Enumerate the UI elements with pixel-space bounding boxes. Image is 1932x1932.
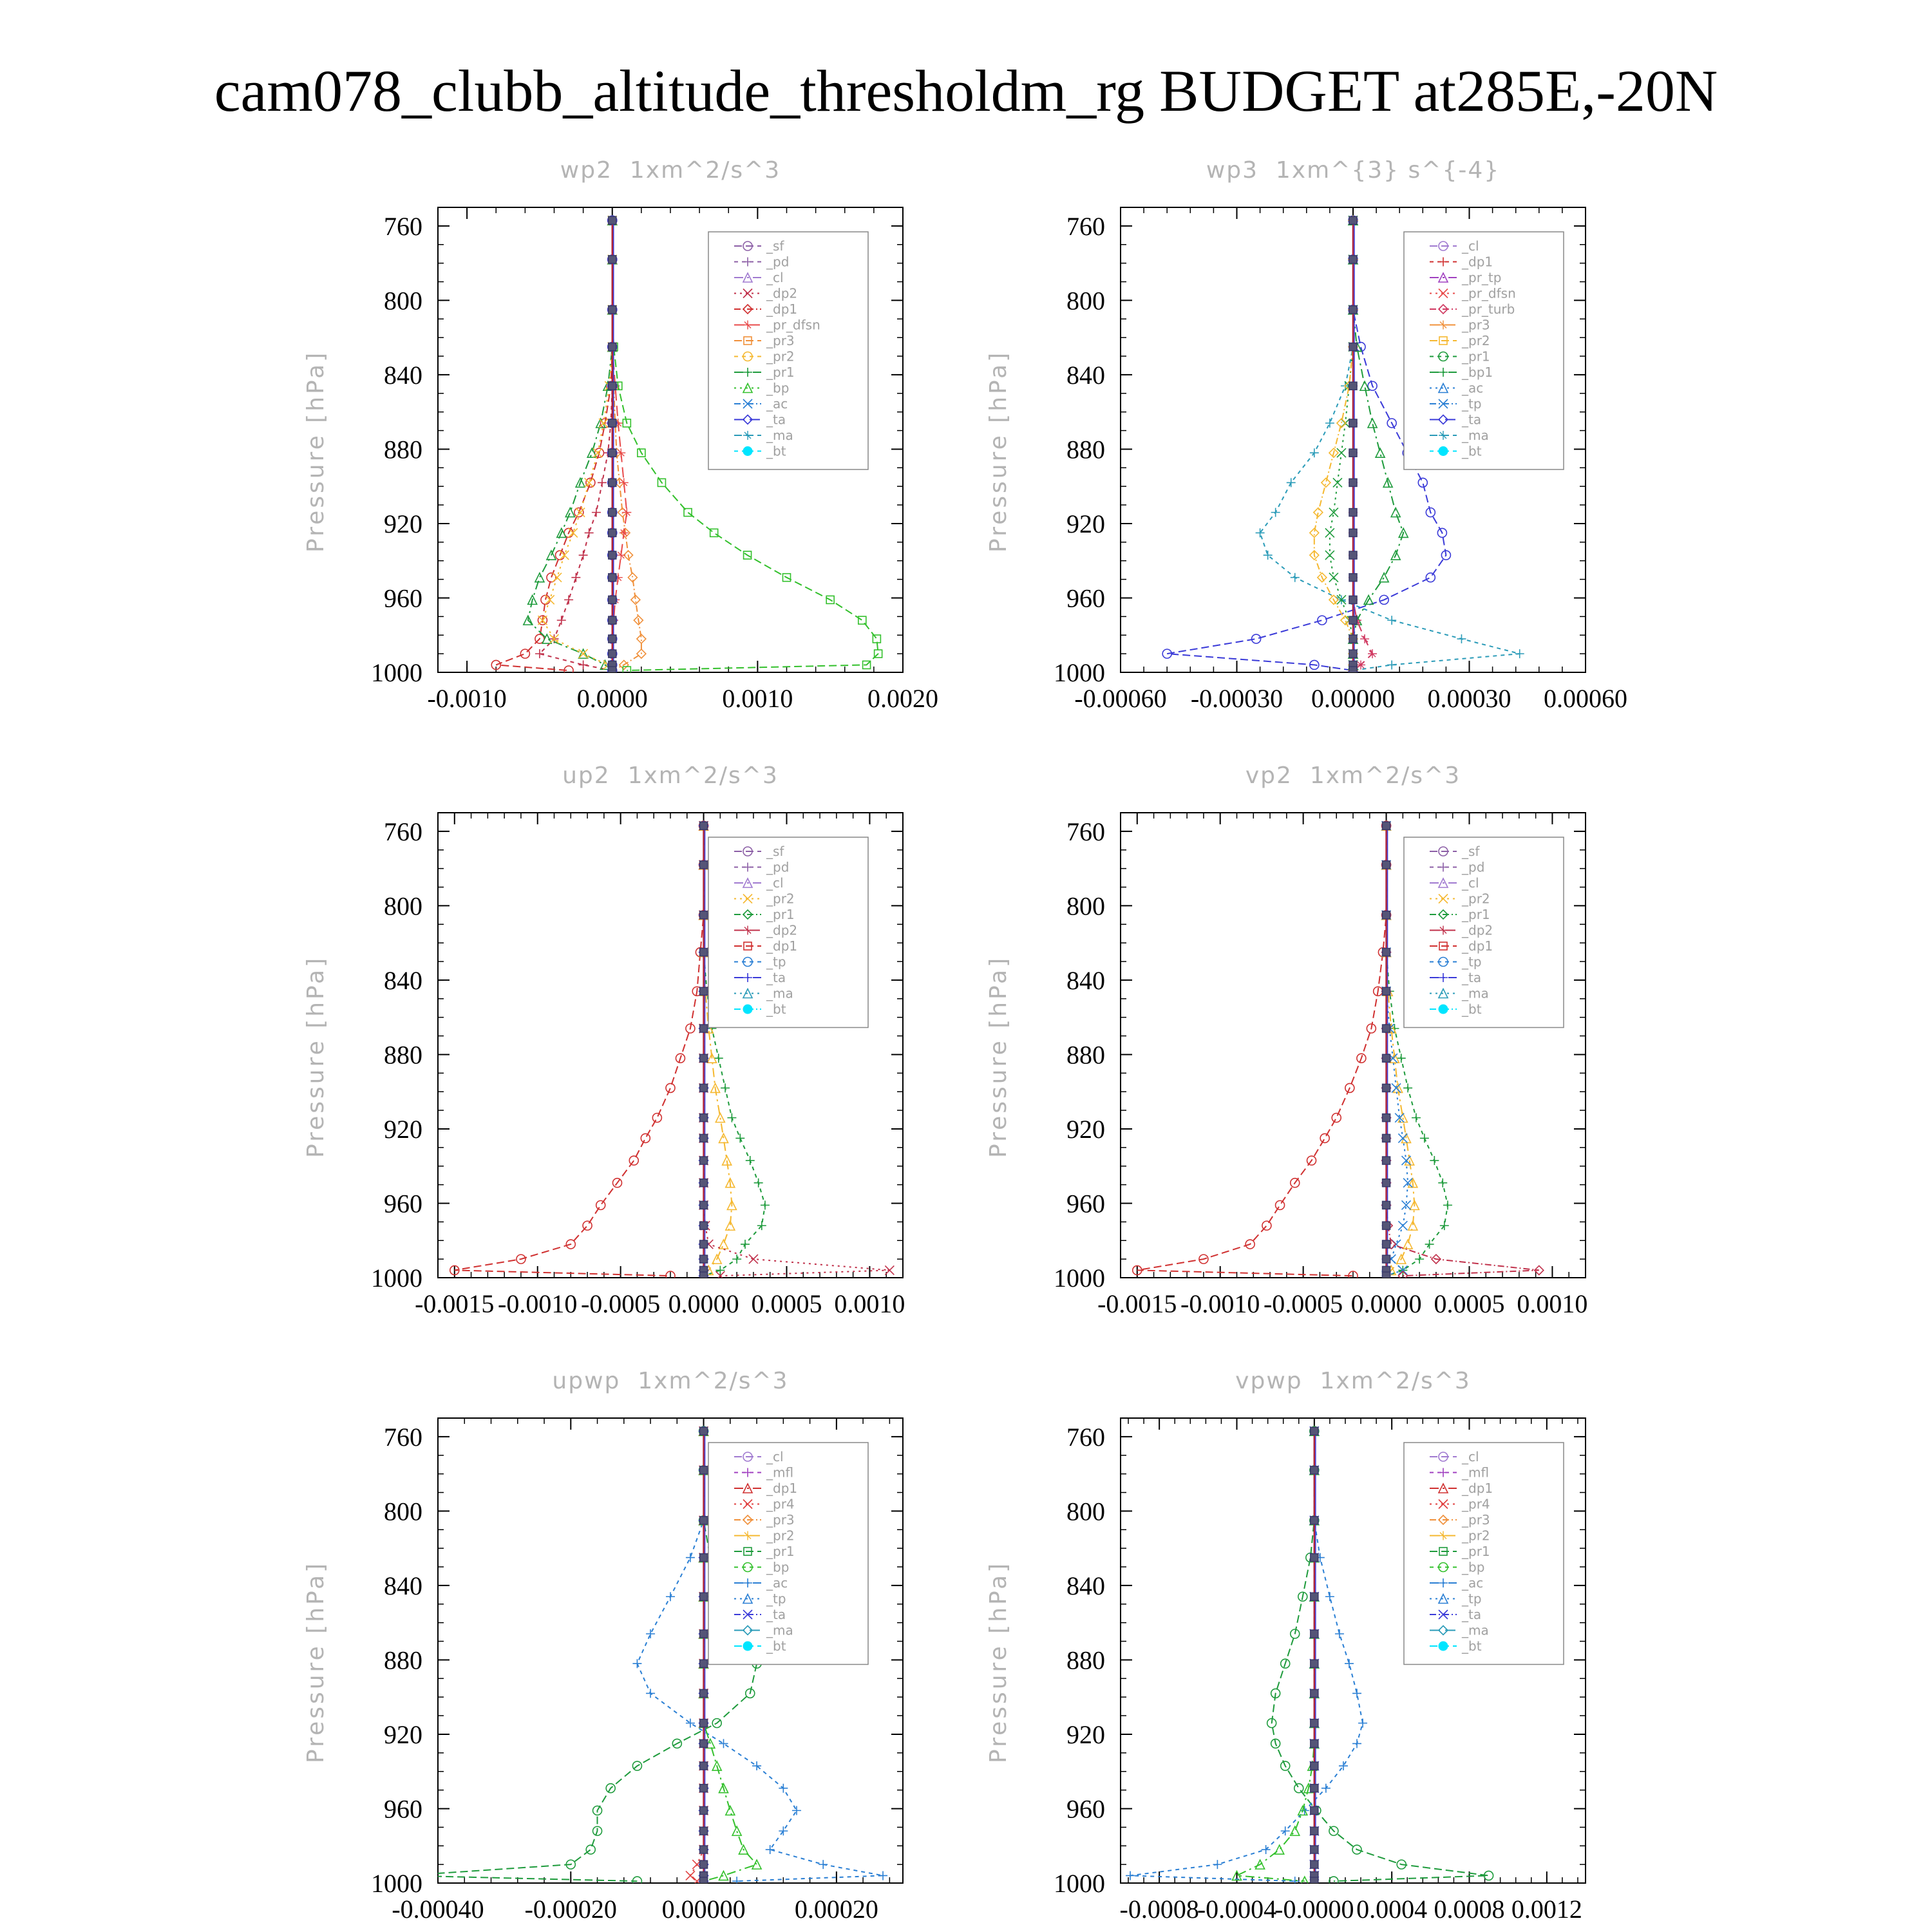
- data-point-bt: [1311, 1719, 1318, 1727]
- legend-label: _sf: [766, 238, 784, 254]
- x-tick-label: 0.00000: [661, 1895, 746, 1924]
- legend-label: _pr1: [1462, 1544, 1490, 1559]
- legend: [1404, 1443, 1564, 1665]
- legend-marker: [1439, 1642, 1448, 1651]
- legend-label: _pr2: [1462, 333, 1490, 348]
- y-tick-label: 960: [1066, 583, 1105, 613]
- legend-label: _bp: [766, 380, 790, 396]
- y-tick-label: 800: [1066, 286, 1105, 316]
- legend-label: _sf: [766, 844, 784, 859]
- y-tick-label: 880: [1066, 1645, 1105, 1675]
- panel-title: vpwp 1xm^2/s^3: [1235, 1368, 1471, 1394]
- data-point-bt: [1311, 1739, 1318, 1747]
- legend-label: _ta: [766, 412, 786, 428]
- x-tick-label: 0.0004: [1356, 1895, 1428, 1924]
- legend-label: _pr3: [766, 1512, 795, 1528]
- x-tick-label: -0.0000: [1274, 1895, 1354, 1924]
- legend-label: _ma: [1462, 428, 1489, 443]
- legend-label: _dp2: [766, 285, 798, 301]
- legend-label: _dp1: [766, 1481, 798, 1496]
- legend-label: _bt: [1462, 443, 1482, 459]
- data-point-bt: [1311, 1762, 1318, 1770]
- data-point-bt: [1311, 1689, 1318, 1697]
- y-tick-label: 760: [1066, 817, 1105, 846]
- legend-label: _pr_dfsn: [1462, 285, 1516, 301]
- x-tick-label: -0.00020: [524, 1895, 617, 1924]
- legend-label: _pd: [1462, 859, 1485, 875]
- legend-label: _bt: [766, 1638, 786, 1654]
- legend-label: _ma: [766, 428, 793, 443]
- y-tick-label: 880: [384, 435, 422, 464]
- y-tick-label: 960: [384, 1189, 422, 1218]
- data-point-bt: [1311, 1877, 1318, 1885]
- legend-label: _tp: [1462, 1591, 1482, 1607]
- x-tick-label: 0.0005: [751, 1289, 822, 1318]
- x-tick-label: 0.00030: [1427, 684, 1511, 713]
- panel-title: upwp 1xm^2/s^3: [552, 1368, 789, 1394]
- y-tick-label: 960: [1066, 1794, 1105, 1824]
- legend-label: _pr_turb: [1462, 301, 1515, 317]
- legend-label: _bp: [1462, 1559, 1485, 1575]
- data-point-bt: [1311, 1427, 1318, 1435]
- legend-label: _dp1: [766, 938, 798, 954]
- x-tick-label: 0.0012: [1511, 1895, 1582, 1924]
- legend-label: _pr1: [1462, 348, 1490, 365]
- y-tick-label: 1000: [371, 658, 422, 687]
- x-tick-label: 0.00000: [1311, 684, 1395, 713]
- legend-label: _ta: [1462, 412, 1482, 428]
- legend-label: _ac: [766, 396, 788, 412]
- data-point-bt: [1311, 1630, 1318, 1638]
- legend-label: _mfl: [766, 1464, 794, 1481]
- x-tick-label: 0.0000: [576, 684, 648, 713]
- data-point-tp: [1345, 1659, 1354, 1668]
- legend-label: _bt: [766, 443, 786, 459]
- x-tick-label: 0.00020: [794, 1895, 878, 1924]
- panel-title: vp2 1xm^2/s^3: [1245, 762, 1461, 789]
- legend-label: _pr1: [766, 1544, 795, 1559]
- y-tick-label: 920: [384, 1114, 422, 1144]
- y-axis-label: Pressure [hPa]: [985, 1560, 1012, 1763]
- y-tick-label: 760: [1066, 211, 1105, 241]
- legend-label: _bp1: [1462, 365, 1493, 380]
- y-tick-label: 800: [1066, 1497, 1105, 1526]
- legend-label: _pr1: [1462, 907, 1490, 922]
- y-tick-label: 880: [1066, 435, 1105, 464]
- legend-label: _tp: [766, 1591, 786, 1607]
- x-tick-label: -0.0010: [1180, 1289, 1260, 1318]
- legend-label: _bt: [1462, 1001, 1482, 1017]
- legend-label: _cl: [1462, 238, 1479, 254]
- legend-label: _ta: [766, 970, 786, 985]
- legend-label: _bt: [766, 1001, 786, 1017]
- y-tick-label: 920: [1066, 1114, 1105, 1144]
- data-point-tp: [1352, 1739, 1361, 1748]
- legend-label: _tp: [766, 954, 786, 970]
- x-tick-label: -0.00060: [1074, 684, 1167, 713]
- y-tick-label: 920: [1066, 1719, 1105, 1749]
- legend-label: _cl: [766, 875, 784, 891]
- legend-label: _dp1: [1462, 1481, 1493, 1496]
- y-tick-label: 840: [1066, 965, 1105, 995]
- legend-label: _ma: [1462, 985, 1489, 1001]
- legend-label: _mfl: [1462, 1464, 1490, 1481]
- x-tick-label: -0.0010: [427, 684, 507, 713]
- legend-label: _pr3: [1462, 1512, 1490, 1528]
- y-tick-label: 760: [384, 817, 422, 846]
- data-point-tp: [1126, 1871, 1135, 1880]
- data-point-tp: [1262, 1845, 1271, 1854]
- x-tick-label: -0.0015: [1097, 1289, 1177, 1318]
- data-point-tp: [1358, 1719, 1367, 1728]
- y-tick-label: 800: [384, 891, 422, 921]
- y-tick-label: 800: [384, 286, 422, 316]
- data-point-bt: [1311, 1466, 1318, 1474]
- x-tick-label: 0.0008: [1434, 1895, 1505, 1924]
- y-tick-label: 760: [384, 211, 422, 241]
- data-point-bt: [1311, 1554, 1318, 1562]
- y-axis-label: Pressure [hPa]: [303, 955, 329, 1158]
- y-tick-label: 960: [384, 1794, 422, 1824]
- legend-label: _pd: [766, 859, 790, 875]
- y-tick-label: 760: [1066, 1422, 1105, 1452]
- data-point-bt: [1311, 1806, 1318, 1814]
- x-tick-label: -0.0010: [498, 1289, 578, 1318]
- x-tick-label: -0.0005: [1263, 1289, 1343, 1318]
- data-point-bt: [1311, 1517, 1318, 1524]
- page-title: cam078_clubb_altitude_thresholdm_rg BUDGET at285E,-20N: [214, 58, 1718, 124]
- y-tick-label: 920: [384, 509, 422, 538]
- x-tick-label: -0.0008: [1119, 1895, 1199, 1924]
- y-tick-label: 1000: [1054, 1869, 1105, 1898]
- legend-label: _pr_dfsn: [766, 317, 820, 333]
- y-tick-label: 1000: [371, 1869, 422, 1898]
- legend-label: _ac: [1462, 1575, 1484, 1591]
- legend-label: _pr1: [766, 907, 795, 922]
- y-tick-label: 960: [384, 583, 422, 613]
- legend-label: _ta: [766, 1607, 786, 1622]
- x-tick-label: 0.0020: [867, 684, 938, 713]
- legend-label: _sf: [1462, 844, 1480, 859]
- y-axis-label: Pressure [hPa]: [303, 350, 329, 553]
- x-tick-label: -0.00030: [1190, 684, 1283, 713]
- data-point-tp: [1335, 1629, 1344, 1638]
- y-tick-label: 800: [384, 1497, 422, 1526]
- y-tick-label: 920: [384, 1719, 422, 1749]
- legend-label: _ta: [1462, 1607, 1482, 1622]
- legend-label: _pr2: [1462, 891, 1490, 907]
- x-tick-label: 0.0000: [668, 1289, 739, 1318]
- data-point-bt: [1311, 1785, 1318, 1792]
- y-tick-label: 880: [384, 1040, 422, 1070]
- x-tick-label: -0.0004: [1197, 1895, 1277, 1924]
- x-tick-label: 0.0000: [1350, 1289, 1422, 1318]
- y-tick-label: 880: [384, 1645, 422, 1675]
- legend-label: _dp1: [766, 301, 798, 317]
- legend-label: _ac: [766, 1575, 788, 1591]
- legend-label: _pr1: [766, 365, 795, 380]
- y-tick-label: 840: [1066, 360, 1105, 390]
- legend-label: _pr2: [766, 348, 795, 365]
- legend-label: _pr2: [766, 891, 795, 907]
- y-axis-label: Pressure [hPa]: [985, 955, 1012, 1158]
- data-point-tp: [1352, 1689, 1361, 1698]
- series-line-bp: [1237, 1431, 1314, 1881]
- y-tick-label: 880: [1066, 1040, 1105, 1070]
- y-axis-label: Pressure [hPa]: [985, 350, 1012, 553]
- y-tick-label: 920: [1066, 509, 1105, 538]
- y-tick-label: 800: [1066, 891, 1105, 921]
- x-tick-label: 0.00060: [1544, 684, 1627, 713]
- y-tick-label: 1000: [1054, 1264, 1105, 1293]
- data-point-pr1: [1294, 1784, 1303, 1793]
- y-tick-label: 840: [384, 965, 422, 995]
- legend-label: _tp: [1462, 396, 1482, 412]
- legend-label: _cl: [766, 270, 784, 285]
- legend-label: _dp1: [1462, 938, 1493, 954]
- legend-label: _pr3: [1462, 317, 1490, 333]
- legend-label: _dp2: [1462, 922, 1493, 938]
- data-point-bt: [1311, 1861, 1318, 1868]
- data-point-bt: [1311, 1827, 1318, 1835]
- panel-title: up2 1xm^2/s^3: [562, 762, 779, 789]
- panel-title: wp3 1xm^{3} s^{-4}: [1206, 157, 1501, 184]
- legend-label: _pr3: [766, 333, 795, 348]
- x-tick-label: -0.0005: [580, 1289, 661, 1318]
- data-point-bt: [1311, 1846, 1318, 1853]
- legend-label: _pr2: [1462, 1528, 1490, 1544]
- legend-label: _pr4: [766, 1496, 795, 1512]
- x-tick-label: 0.0010: [722, 684, 793, 713]
- legend-label: _ta: [1462, 970, 1482, 985]
- legend-label: _tp: [1462, 954, 1482, 970]
- data-point-bt: [1311, 1660, 1318, 1667]
- data-point-tp: [1325, 1592, 1334, 1601]
- legend-label: _ma: [766, 985, 793, 1001]
- legend-label: _ma: [1462, 1622, 1489, 1638]
- legend-label: _cl: [1462, 875, 1479, 891]
- legend-label: _pr4: [1462, 1496, 1490, 1512]
- y-tick-label: 840: [384, 1571, 422, 1600]
- legend-label: _bp: [766, 1559, 790, 1575]
- y-tick-label: 960: [1066, 1189, 1105, 1218]
- x-tick-label: 0.0005: [1434, 1289, 1505, 1318]
- data-point-bt: [1311, 1593, 1318, 1600]
- legend-label: _bt: [1462, 1638, 1482, 1654]
- y-tick-label: 760: [384, 1422, 422, 1452]
- x-tick-label: 0.0010: [1517, 1289, 1588, 1318]
- legend-label: _ma: [766, 1622, 793, 1638]
- y-tick-label: 840: [384, 360, 422, 390]
- legend-label: _ac: [1462, 380, 1484, 396]
- legend-label: _pr2: [766, 1528, 795, 1544]
- y-tick-label: 1000: [1054, 658, 1105, 687]
- legend-label: _dp1: [1462, 254, 1493, 270]
- y-axis-label: Pressure [hPa]: [303, 1560, 329, 1763]
- data-point-tp: [1213, 1860, 1222, 1869]
- y-tick-label: 840: [1066, 1571, 1105, 1600]
- data-point-tp: [1321, 1784, 1331, 1793]
- x-tick-label: -0.0015: [415, 1289, 495, 1318]
- panel-title: wp2 1xm^2/s^3: [560, 157, 781, 184]
- x-tick-label: -0.00040: [392, 1895, 484, 1924]
- legend-label: _dp2: [766, 922, 798, 938]
- legend-label: _pd: [766, 254, 790, 270]
- legend-label: _cl: [766, 1449, 784, 1464]
- y-tick-label: 1000: [371, 1264, 422, 1293]
- series-line-tp: [1130, 1431, 1363, 1881]
- data-point-tp: [1291, 1877, 1300, 1886]
- x-tick-label: 0.0010: [834, 1289, 905, 1318]
- legend-label: _cl: [1462, 1449, 1479, 1464]
- legend-label: _pr_tp: [1462, 270, 1502, 285]
